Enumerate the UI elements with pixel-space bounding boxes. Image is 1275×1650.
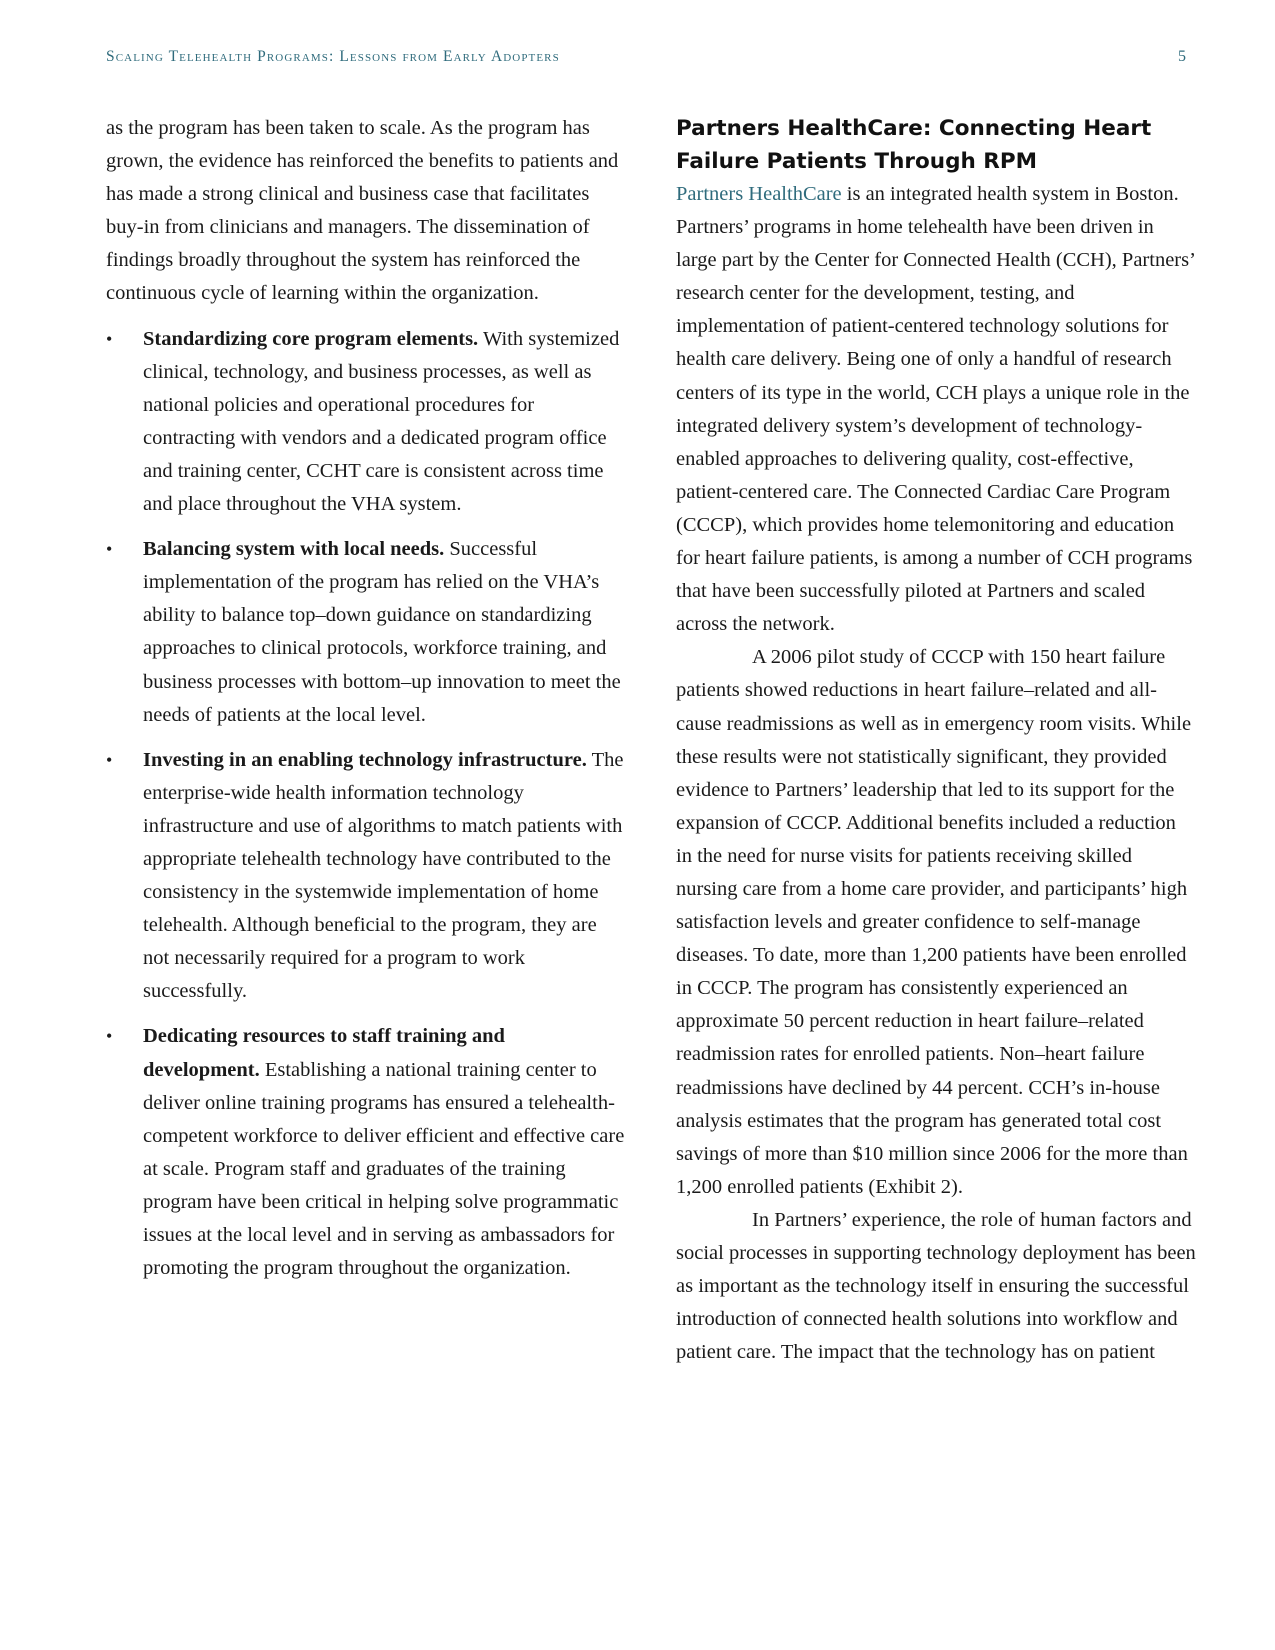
bullet-item-investing: [106, 744, 626, 1009]
bullet-icon: •: [106, 328, 113, 349]
bullet-text: Establishing a national training center to deliver online training programs has ensured a telehealth-competent workforce to deliver efficient and effective care at scale. Program staff and graduates of the training program have been critical in helping solve programmatic issues at the local level and in serving as ambassadors for promoting the program throughout the organization.: [143, 1058, 625, 1280]
paragraph-intro: [676, 178, 1196, 641]
bullet-lead: Standardizing core program elements.: [143, 327, 479, 350]
bullet-icon: •: [106, 539, 113, 560]
bullet-lead: Dedicating resources to staff training and development.: [143, 1025, 505, 1081]
paragraph-intro-text: is an integrated health system in Boston. Partners’ programs in home telehealth have been driven in large part by the Center for Connected Health (CCH), Partners’ research center for the development, testing, and implementation of patient-centered technology solutions for health care delivery. Being one of only a handful of research centers of its type in the world, CCH plays a unique role in the integrated delivery system’s development of technology-enabled approaches to delivering quality, cost-effective, patient-centered care. The Connected Cardiac Care Program (CCCP), which provides home telemonitoring and education for heart failure patients, is among a number of CCH programs that have been successfully piloted at Partners and scaled across the network.: [676, 183, 1195, 636]
bullet-list: [106, 323, 626, 1286]
running-header: [106, 48, 1186, 72]
running-title: Scaling Telehealth Programs: Lessons from Early Adopters: [106, 48, 560, 65]
bullet-lead: Balancing system with local needs.: [143, 538, 445, 561]
page-number: 5: [1178, 48, 1186, 65]
bullet-lead: Investing in an enabling technology infrastructure.: [143, 748, 587, 771]
bullet-icon: •: [106, 749, 113, 770]
bullet-text: The enterprise-wide health information technology infrastructure and use of algorithms to match patients with appropriate telehealth technology have contributed to the consistency in the systemwide implementation of home telehealth. Although beneficial to the program, they are not necessarily required for a program to work successfully.: [143, 748, 624, 1003]
intro-paragraph: as the program has been taken to scale. As the program has grown, the evidence has reinforced the benefits to patients and has made a strong clinical and business case that facilitates buy-in from clinicians and managers. The dissemination of findings broadly throughout the system has reinforced the continuous cycle of learning within the organization.: [106, 117, 619, 305]
bullet-text: With systemized clinical, technology, and business processes, as well as national policies and operational procedures for contracting with vendors and a dedicated program office and training center, CCHT care is consistent across time and place throughout the VHA system.: [143, 327, 620, 516]
bullet-icon: •: [106, 1026, 113, 1047]
paragraph-human-factors: In Partners’ experience, the role of human factors and social processes in supporting technology deployment has been as important as the technology itself in ensuring the successful introduction of connected health solutions into workflow and patient care. The impact that the technology has on patient: [676, 1208, 1196, 1364]
partners-healthcare-link[interactable]: Partners HealthCare: [676, 183, 842, 205]
right-column: [676, 112, 1196, 1369]
left-column: [106, 112, 626, 1285]
bullet-item-standardizing: [106, 323, 626, 522]
section-heading: Partners HealthCare: Connecting Heart Failure Patients Through RPM: [676, 116, 1152, 174]
bullet-item-dedicating: [106, 1020, 626, 1285]
bullet-text: Successful implementation of the program has relied on the VHA’s ability to balance top–down guidance on standardizing approaches to clinical protocols, workforce training, and business processes with bottom–up innovation to meet the needs of patients at the local level.: [143, 538, 621, 726]
paragraph-pilot-study: A 2006 pilot study of CCCP with 150 heart failure patients showed reductions in heart failure–related and all-cause readmissions as well as in emergency room visits. While these results were not statistically significant, they provided evidence to Partners’ leadership that led to its support for the expansion of CCCP. Additional benefits included a reduction in the need for nurse visits for patients receiving skilled nursing care from a home care provider, and participants’ high satisfaction levels and greater confidence to self-manage diseases. To date, more than 1,200 patients have been enrolled in CCCP. The program has consistently experienced an approximate 50 percent reduction in heart failure–related readmission rates for enrolled patients. Non–heart failure readmissions have declined by 44 percent. CCH’s in-house analysis estimates that the program has generated total cost savings of more than $10 million since 2006 for the more than 1,200 enrolled patients (Exhibit 2).: [676, 646, 1192, 1198]
bullet-item-balancing: [106, 533, 626, 732]
